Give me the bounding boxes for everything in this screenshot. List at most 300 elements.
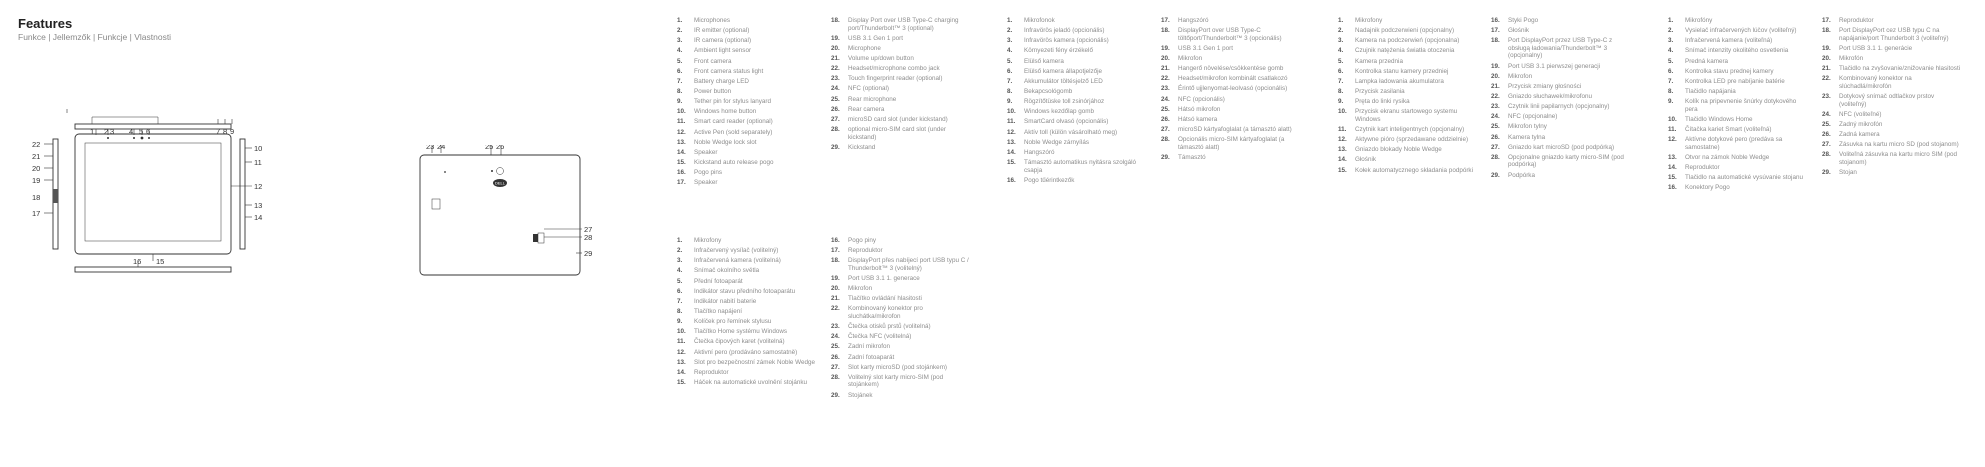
- item-text: Kamera na podczerwień (opcjonalna): [1355, 37, 1460, 45]
- item-text: Noble Wedge lock slot: [694, 138, 757, 146]
- callout-3: 3: [110, 127, 115, 136]
- callout-13: 13: [254, 201, 263, 210]
- list-item: [677, 169, 817, 177]
- item-text: Lampka ładowania akumulatora: [1355, 77, 1444, 85]
- item-text: Pogo piny: [848, 237, 877, 244]
- list-item: [831, 237, 971, 245]
- item-number: 9.: [1338, 98, 1344, 106]
- list-item: [1161, 106, 1301, 114]
- item-number: 27.: [831, 115, 840, 123]
- item-text: IR camera (optional): [694, 37, 752, 45]
- item-number: 2.: [1338, 27, 1344, 35]
- list-item: [677, 267, 817, 275]
- list-item: [1338, 47, 1478, 55]
- item-number: 20.: [831, 44, 840, 52]
- item-number: 21.: [831, 55, 840, 63]
- list-item: [831, 144, 971, 152]
- item-text: Indikátor stavu předního fotoaparátu: [694, 287, 796, 295]
- list-item: [1161, 126, 1301, 134]
- list-item: [1161, 96, 1301, 104]
- item-number: 5.: [677, 57, 683, 65]
- item-text: Stojan: [1839, 169, 1857, 177]
- list-item: [831, 343, 971, 351]
- list-item: [1822, 45, 1962, 53]
- list-item: [831, 392, 971, 400]
- list-item: [1007, 108, 1147, 116]
- list-item: [831, 305, 971, 320]
- list-polish-part-1: [1338, 17, 1478, 177]
- item-number: 13.: [677, 138, 686, 146]
- list-item: [1668, 98, 1808, 113]
- right-edge-outline: [240, 139, 245, 249]
- list-item: [1338, 108, 1478, 123]
- item-number: 18.: [1161, 27, 1170, 35]
- list-item: [1338, 98, 1478, 106]
- list-item: [1668, 37, 1808, 45]
- list-item: [1668, 47, 1808, 55]
- item-number: 8.: [1668, 87, 1674, 95]
- callout-17: 17: [32, 209, 41, 218]
- item-number: 10.: [677, 108, 686, 116]
- item-number: 7.: [677, 77, 683, 85]
- item-text: Reproduktor: [1685, 164, 1720, 172]
- list-item: [1161, 27, 1301, 42]
- list-item: [677, 17, 817, 25]
- list-item: [1822, 111, 1962, 119]
- item-number: 27.: [1161, 126, 1170, 133]
- list-item: [1491, 17, 1631, 25]
- item-text: Reproduktor: [694, 368, 729, 376]
- item-number: 7.: [1338, 77, 1344, 85]
- item-number: 14.: [677, 148, 686, 156]
- item-text: DisplayPort přes nabíjecí port USB typu C / Thunderbolt™ 3 (volitelný): [848, 257, 969, 272]
- list-czech-part-2: [831, 237, 971, 402]
- list-item: [1007, 129, 1147, 137]
- callout-29: 29: [584, 249, 593, 258]
- item-text: Tlačidlo Windows Home: [1685, 115, 1753, 123]
- list-item: [1007, 17, 1147, 25]
- callout-24: 24: [437, 145, 446, 151]
- list-item: [1007, 88, 1147, 96]
- item-text: NFC (optional): [848, 85, 889, 93]
- item-text: Predná kamera: [1685, 57, 1729, 65]
- list-item: [677, 179, 817, 187]
- item-number: 21.: [1161, 65, 1170, 73]
- item-number: 27.: [1491, 143, 1500, 151]
- item-text: Infračervená kamera (voliteľná): [1685, 37, 1773, 45]
- item-text: Speaker: [694, 179, 718, 187]
- list-item: [831, 85, 971, 93]
- item-text: Környezeti fény érzékelő: [1024, 47, 1093, 55]
- item-number: 26.: [831, 105, 840, 113]
- item-number: 1.: [1668, 17, 1674, 24]
- list-item: [831, 354, 971, 362]
- item-number: 17.: [1491, 27, 1500, 35]
- item-text: Tlačítko napájení: [694, 307, 742, 315]
- item-number: 12.: [677, 348, 686, 356]
- list-item: [1822, 65, 1962, 73]
- item-text: Mikrofon: [1178, 55, 1203, 63]
- item-text: Nadajnik podczerwieni (opcjonalny): [1355, 27, 1455, 35]
- item-number: 12.: [1338, 136, 1347, 144]
- list-item: [1161, 17, 1301, 25]
- item-number: 25.: [1491, 123, 1500, 131]
- list-item: [1338, 27, 1478, 35]
- item-text: Mikrofony: [1355, 17, 1383, 24]
- item-text: Tlačítko ovládání hlasitosti: [848, 295, 922, 303]
- item-number: 28.: [831, 373, 840, 381]
- item-number: 16.: [1668, 184, 1677, 192]
- list-item: [1491, 93, 1631, 101]
- list-item: [1007, 47, 1147, 55]
- item-text: Kolík na pripevnenie šnúrky dotykového pera: [1685, 98, 1797, 113]
- item-text: Zadný mikrofón: [1839, 120, 1883, 128]
- list-item: [1491, 63, 1631, 71]
- callout-15: 15: [156, 257, 165, 266]
- item-text: Vysielač infračervených lúčov (voliteľný): [1685, 27, 1797, 35]
- item-text: Czytnik kart inteligentnych (opcjonalny): [1355, 126, 1465, 133]
- item-number: 13.: [677, 358, 686, 366]
- item-text: Bekapcsológomb: [1024, 87, 1073, 95]
- list-item: [1007, 27, 1147, 35]
- list-item: [1491, 37, 1631, 60]
- item-number: 4.: [1007, 47, 1013, 55]
- item-text: Kontrolka LED pre nabíjanie batérie: [1685, 77, 1785, 85]
- item-number: 17.: [1822, 17, 1831, 24]
- item-number: 10.: [1007, 108, 1016, 116]
- item-text: Akkumulátor töltésjelző LED: [1024, 77, 1103, 85]
- item-text: Slot karty microSD (pod stojánkem): [848, 363, 948, 371]
- list-item: [1007, 139, 1147, 147]
- callout-27: 27: [584, 225, 593, 234]
- item-number: 4.: [677, 47, 683, 55]
- item-number: 14.: [677, 368, 686, 376]
- item-number: 16.: [677, 169, 686, 177]
- list-item: [677, 78, 817, 86]
- item-number: 6.: [677, 287, 683, 295]
- item-number: 25.: [831, 95, 840, 103]
- list-item: [1007, 58, 1147, 66]
- list-item: [677, 328, 817, 336]
- item-number: 11.: [1007, 118, 1016, 126]
- list-item: [831, 374, 971, 389]
- item-text: Háček na automatické uvolnění stojánku: [694, 378, 808, 386]
- list-item: [677, 108, 817, 116]
- item-number: 29.: [831, 143, 840, 151]
- item-text: Mikrofon: [1508, 72, 1533, 80]
- item-text: Otvor na zámok Noble Wedge: [1685, 153, 1770, 161]
- item-number: 3.: [677, 37, 683, 45]
- item-number: 15.: [1668, 174, 1677, 182]
- top-edge-outline: [75, 124, 231, 129]
- item-text: Front camera status light: [694, 67, 764, 75]
- item-text: Kolíček pro řemínek stylusu: [694, 318, 772, 326]
- item-number: 24.: [831, 333, 840, 341]
- item-text: Érintő ujjlenyomat-leolvasó (opcionális): [1178, 85, 1288, 93]
- item-number: 23.: [831, 75, 840, 83]
- item-number: 10.: [1338, 108, 1347, 116]
- item-text: Przycisk zmiany głośności: [1508, 82, 1582, 90]
- item-text: Port USB 3.1 1. generace: [848, 275, 920, 283]
- list-item: [677, 159, 817, 167]
- item-text: Speaker: [694, 148, 718, 156]
- item-text: Kontrolka stanu kamery przedniej: [1355, 67, 1449, 75]
- list-item: [1161, 75, 1301, 83]
- item-number: 14.: [1338, 156, 1347, 164]
- item-number: 2.: [1007, 27, 1013, 35]
- item-number: 19.: [1161, 44, 1170, 52]
- item-text: Rear camera: [848, 105, 885, 113]
- list-item: [1338, 37, 1478, 45]
- list-hungarian-part-2: [1161, 17, 1301, 164]
- item-text: Battery charge LED: [694, 77, 749, 85]
- item-number: 18.: [1822, 27, 1831, 35]
- list-item: [831, 75, 971, 83]
- item-text: Głośnik: [1508, 27, 1529, 35]
- item-number: 19.: [831, 34, 840, 42]
- item-number: 20.: [831, 285, 840, 293]
- item-text: Opcionális micro-SIM kártyafoglalat (a támasztó alatt): [1178, 136, 1285, 151]
- item-number: 28.: [1491, 153, 1500, 161]
- item-text: Port DisplayPort przez USB Type-C z obsługą ładowania/Thunderbolt™ 3 (opcjonalny): [1508, 37, 1613, 60]
- item-number: 5.: [1007, 57, 1013, 65]
- list-item: [1161, 85, 1301, 93]
- item-number: 21.: [1822, 65, 1831, 73]
- item-text: Tlačidlo na zvyšovanie/znižovanie hlasitosti: [1839, 65, 1961, 73]
- list-item: [1338, 68, 1478, 76]
- item-number: 22.: [831, 65, 840, 73]
- item-number: 22.: [1161, 75, 1170, 83]
- item-text: Volitelný slot karty micro-SIM (pod stojánkem): [848, 373, 944, 389]
- item-text: Voliteľná zásuvka na kartu micro SIM (pod stojanom): [1839, 151, 1958, 166]
- item-number: 9.: [1668, 98, 1674, 106]
- item-text: Tlačidlo na automatické vysúvanie stojanu: [1685, 174, 1803, 182]
- item-number: 8.: [1338, 87, 1344, 95]
- list-item: [1007, 68, 1147, 76]
- item-number: 6.: [677, 67, 683, 75]
- list-item: [1822, 151, 1962, 166]
- item-number: 23.: [1161, 85, 1170, 93]
- tablet-back-outline: [420, 155, 580, 275]
- list-item: [1491, 73, 1631, 81]
- item-text: Tlačidlo napájania: [1685, 87, 1736, 95]
- item-number: 13.: [1338, 146, 1347, 154]
- item-text: Aktívne dotykové pero (predáva sa samostatne): [1685, 136, 1783, 151]
- item-text: Windows home button: [694, 108, 757, 116]
- page-title: Features: [18, 16, 73, 31]
- list-item: [1668, 164, 1808, 172]
- callout-12: 12: [254, 182, 263, 191]
- item-text: Támasztó automatikus nyitásra szolgáló csapja: [1024, 158, 1136, 174]
- item-text: Port USB 3.1 pierwszej generacji: [1508, 62, 1601, 70]
- list-item: [1668, 27, 1808, 35]
- item-number: 28.: [1161, 136, 1170, 144]
- list-hungarian-part-1: [1007, 17, 1147, 187]
- callout-7: 7: [216, 127, 221, 136]
- callout-4: 4: [129, 127, 134, 136]
- item-number: 15.: [677, 378, 686, 386]
- list-item: [677, 129, 817, 137]
- item-text: Headset/mikrofon kombinált csatlakozó: [1178, 75, 1288, 83]
- list-item: [1822, 131, 1962, 139]
- list-item: [677, 149, 817, 157]
- list-item: [1822, 55, 1962, 63]
- item-text: USB 3.1 Gen 1 port: [848, 34, 903, 42]
- item-text: Indikátor nabití baterie: [694, 297, 757, 305]
- list-item: [1822, 141, 1962, 149]
- item-text: Infravörös kamera (opcionális): [1024, 37, 1109, 45]
- item-text: NFC (voliteľné): [1839, 110, 1882, 118]
- item-number: 23.: [831, 323, 840, 331]
- item-number: 17.: [831, 247, 840, 255]
- item-number: 8.: [677, 87, 683, 95]
- list-item: [831, 106, 971, 114]
- item-number: 25.: [1822, 120, 1831, 128]
- item-number: 27.: [831, 363, 840, 371]
- list-slovak-part-2: [1822, 17, 1962, 179]
- item-text: Smart card reader (optional): [694, 118, 773, 126]
- tablet-front-outline: [75, 134, 231, 254]
- list-item: [1161, 154, 1301, 162]
- item-text: Zadná kamera: [1839, 131, 1880, 139]
- item-text: Mikrofon: [848, 285, 873, 293]
- item-text: microSD card slot (under kickstand): [848, 115, 948, 123]
- item-text: NFC (opcjonalne): [1508, 113, 1558, 121]
- item-number: 26.: [1161, 115, 1170, 123]
- item-text: Windows kezdőlap gomb: [1024, 108, 1095, 116]
- item-number: 18.: [831, 17, 840, 24]
- list-item: [1668, 174, 1808, 182]
- callout-11: 11: [254, 158, 262, 167]
- callout-26: 26: [496, 145, 505, 151]
- item-number: 10.: [1668, 115, 1677, 123]
- list-item: [677, 37, 817, 45]
- item-text: Elülső kamera: [1024, 57, 1064, 65]
- item-text: Konektory Pogo: [1685, 184, 1730, 192]
- list-czech-part-1: [677, 237, 817, 389]
- item-text: Hangszóró: [1178, 17, 1209, 24]
- list-item: [677, 338, 817, 346]
- item-number: 8.: [1007, 87, 1013, 95]
- item-number: 9.: [677, 318, 683, 326]
- item-number: 18.: [831, 257, 840, 265]
- list-item: [1668, 17, 1808, 25]
- logo-text: DELL: [494, 180, 506, 186]
- item-number: 1.: [1007, 17, 1013, 24]
- item-text: Volume up/down button: [848, 55, 914, 63]
- item-number: 6.: [1668, 67, 1674, 75]
- list-item: [831, 116, 971, 124]
- item-text: Tether pin for stylus lanyard: [694, 98, 771, 106]
- list-english-part-1: [677, 17, 817, 189]
- list-item: [831, 247, 971, 255]
- list-item: [1491, 134, 1631, 142]
- list-item: [1007, 149, 1147, 157]
- item-number: 11.: [1668, 126, 1677, 133]
- item-number: 22.: [1822, 75, 1831, 83]
- bottom-edge-outline: [75, 267, 231, 272]
- list-item: [1491, 83, 1631, 91]
- item-number: 20.: [1822, 55, 1831, 63]
- callout-18: 18: [32, 193, 41, 202]
- item-number: 10.: [677, 328, 686, 336]
- item-number: 4.: [1668, 47, 1674, 55]
- item-text: Port DisplayPort cez USB typu C na napájanie/port Thunderbolt 3 (voliteľný): [1839, 27, 1949, 42]
- callout-8: 8: [223, 127, 228, 136]
- item-number: 3.: [1007, 37, 1013, 45]
- front-view-diagram: [30, 105, 270, 345]
- list-item: [1338, 17, 1478, 25]
- item-number: 4.: [677, 267, 683, 275]
- item-text: Hangerő növelése/csökkentése gomb: [1178, 65, 1284, 73]
- item-number: 20.: [1491, 72, 1500, 80]
- list-item: [677, 98, 817, 106]
- callout-28: 28: [584, 233, 593, 242]
- item-text: Slot pro bezpečnostní zámek Noble Wedge: [694, 358, 815, 366]
- item-text: Pogo pins: [694, 169, 723, 177]
- callout-1: 1: [90, 127, 95, 136]
- item-number: 28.: [831, 126, 840, 133]
- list-item: [1338, 146, 1478, 154]
- item-text: Dotykový snímač odtlačkov prstov (voliteľný): [1839, 93, 1935, 108]
- item-number: 13.: [1668, 153, 1677, 161]
- list-item: [831, 126, 971, 141]
- item-text: Čtečka otisků prstů (volitelná): [848, 323, 931, 331]
- list-item: [677, 47, 817, 55]
- item-text: Čtečka čipových karet (volitelná): [694, 338, 785, 346]
- callout-19: 19: [32, 176, 41, 185]
- item-number: 3.: [677, 257, 683, 265]
- item-text: Czujnik natężenia światła otoczenia: [1355, 47, 1455, 55]
- list-polish-part-2: [1491, 17, 1631, 182]
- item-text: Opcjonalne gniazdo karty micro-SIM (pod podpórką): [1508, 153, 1624, 169]
- item-number: 14.: [1007, 148, 1016, 156]
- item-number: 12.: [677, 128, 686, 136]
- list-item: [1668, 58, 1808, 66]
- item-number: 14.: [1668, 164, 1677, 172]
- item-number: 15.: [1338, 166, 1347, 174]
- item-text: Infračervená kamera (volitelná): [694, 257, 781, 265]
- callout-14: 14: [254, 213, 263, 222]
- item-text: NFC (opcionális): [1178, 95, 1225, 103]
- list-item: [677, 308, 817, 316]
- item-text: Aktív toll (külön vásárolható meg): [1024, 128, 1118, 136]
- item-number: 17.: [677, 179, 686, 187]
- item-number: 9.: [677, 98, 683, 106]
- list-item: [1161, 65, 1301, 73]
- list-item: [831, 285, 971, 293]
- item-text: Reproduktor: [848, 247, 883, 255]
- list-item: [1668, 136, 1808, 151]
- item-text: Elülső kamera állapotjelzője: [1024, 67, 1103, 75]
- item-number: 23.: [1491, 103, 1500, 111]
- item-number: 2.: [677, 247, 683, 255]
- list-item: [1338, 58, 1478, 66]
- item-text: optional micro-SIM card slot (under kickstand): [848, 126, 946, 141]
- item-text: Przycisk zasilania: [1355, 87, 1405, 95]
- callout-20: 20: [32, 164, 41, 173]
- item-text: Mikrofon tylny: [1508, 123, 1547, 131]
- list-item: [1668, 78, 1808, 86]
- list-item: [831, 333, 971, 341]
- item-text: Reproduktor: [1839, 17, 1874, 24]
- item-number: 19.: [1822, 44, 1831, 52]
- list-item: [1491, 144, 1631, 152]
- item-number: 6.: [1338, 67, 1344, 75]
- item-text: Pogo tűérintkezők: [1024, 176, 1075, 184]
- list-item: [1822, 27, 1962, 42]
- item-text: Czytnik linii papilarnych (opcjonalny): [1508, 103, 1610, 111]
